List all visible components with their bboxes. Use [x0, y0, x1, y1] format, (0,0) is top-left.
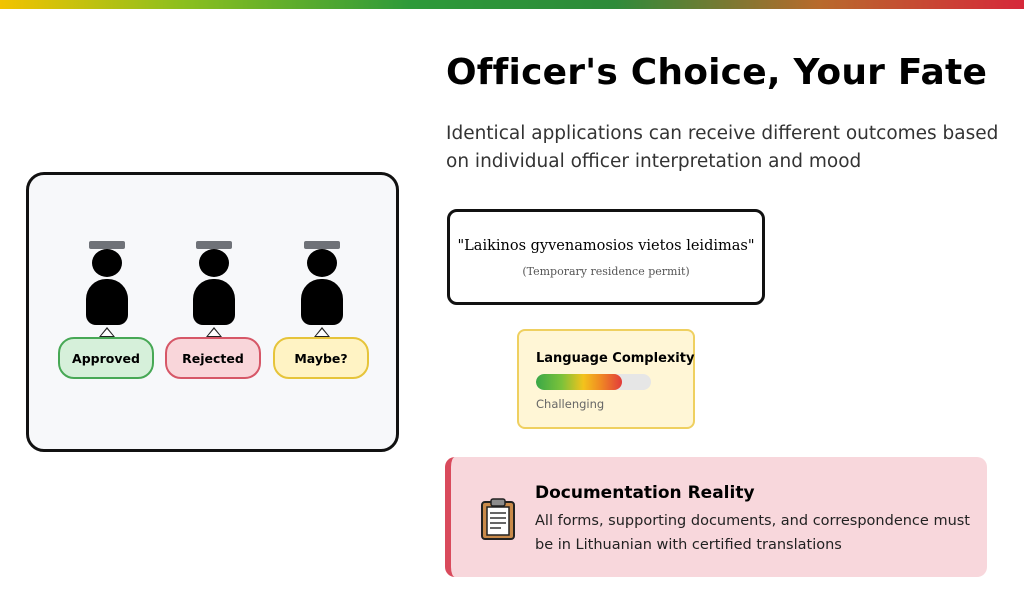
complexity-level: Challenging	[536, 397, 605, 411]
page-title: Officer's Choice, Your Fate	[446, 52, 988, 93]
officer-figure-maybe	[272, 241, 372, 391]
officer-figure-approved	[57, 241, 157, 391]
language-complexity-card	[517, 329, 695, 429]
approved-bubble: Approved	[58, 337, 154, 379]
officer-body	[86, 279, 128, 325]
documentation-text: All forms, supporting documents, and correspondence must be in Lithuanian with certified translations	[535, 513, 970, 553]
lithuanian-phrase: "Laikinos gyvenamosios vietos leidimas"	[457, 238, 755, 254]
officer-body	[301, 279, 343, 325]
officer-head	[92, 249, 122, 277]
rejected-bubble: Rejected	[165, 337, 261, 379]
complexity-meter-fill	[536, 374, 622, 390]
officer-head	[307, 249, 337, 277]
officer-figure-rejected	[164, 241, 264, 391]
officer-cap	[196, 241, 232, 249]
officers-panel	[26, 172, 399, 452]
complexity-meter	[536, 374, 651, 390]
speech-pointer	[99, 327, 115, 337]
phrase-translation: (Temporary residence permit)	[522, 265, 690, 278]
officer-head	[199, 249, 229, 277]
officer-cap	[304, 241, 340, 249]
officer-body	[193, 279, 235, 325]
top-accent-bar	[0, 0, 1024, 9]
page-subtitle: Identical applications can receive different outcomes based on individual officer interpretation and mood	[446, 123, 999, 172]
complexity-title: Language Complexity	[536, 351, 695, 366]
clipboard-icon	[479, 497, 517, 541]
phrase-card	[447, 209, 765, 305]
documentation-card	[445, 457, 987, 577]
maybe-bubble: Maybe?	[273, 337, 369, 379]
documentation-title: Documentation Reality	[535, 483, 755, 503]
officer-cap	[89, 241, 125, 249]
speech-pointer	[314, 327, 330, 337]
speech-pointer	[206, 327, 222, 337]
